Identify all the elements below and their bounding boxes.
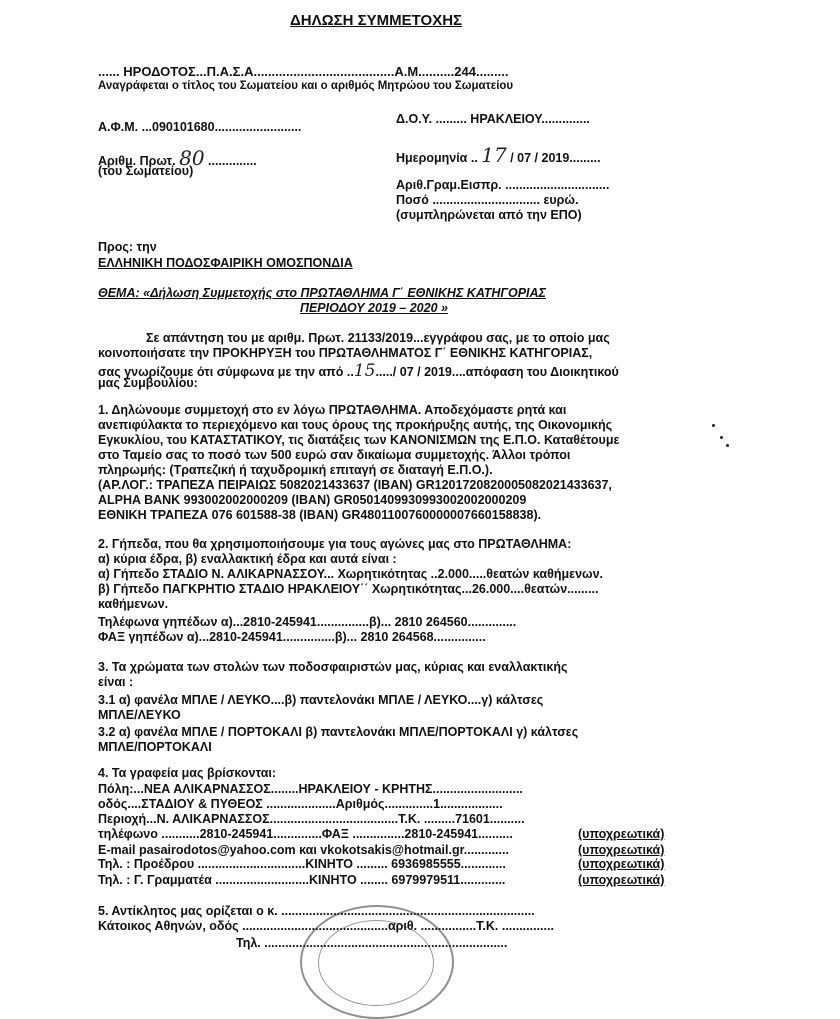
mandatory-note: (υποχρεωτικά): [578, 857, 665, 871]
recipient-label: Προς: την: [98, 240, 157, 254]
office-row: Περιοχή...Ν. ΑΛΙΚΑΡΝΑΣΣΟΣ.....................................Τ.Κ. .........71601..........: [98, 812, 525, 826]
office-row: Τηλ. : Προέδρου ...............................ΚΙΝΗΤΟ ......... 6936985555.............: [98, 857, 506, 871]
intro-line-part: σας γνωρίζουμε ότι σύμφωνα με την από ..: [98, 365, 354, 379]
recipient-org: ΕΛΛΗΝΙΚΗ ΠΟΔΟΣΦΑΙΡΙΚΗ ΟΜΟΣΠΟΝΔΙΑ: [98, 256, 353, 270]
section-5-line: Τηλ. ......................................................................: [236, 936, 508, 950]
protocol-dots: ..............: [208, 154, 257, 168]
office-row: τηλέφωνο ...........2810-245941..............ΦΑΞ ...............2810-245941..........: [98, 827, 513, 841]
subject-line-1: ΘΕΜΑ: «Δήλωση Συμμετοχής στο ΠΡΩΤΑΘΛΗΜΑ Γ΄ ΕΘΝΙΚΗΣ ΚΑΤΗΓΟΡΙΑΣ: [98, 286, 546, 300]
club-name-line: ...... ΗΡΟΔΟΤΟΣ...Π.Α.Σ.Α.......................................Α.Μ..........244.........: [98, 64, 509, 79]
epo-caption: (συμπληρώνεται από την ΕΠΟ): [396, 208, 582, 222]
section-1-line: (ΑΡ.ΛΟΓ.: ΤΡΑΠΕΖΑ ΠΕΙΡΑΙΩΣ 5082021433637 (IBAN) GR1201720820005082021433637,: [98, 478, 612, 492]
section-2-line: α) κύρια έδρα, β) εναλλακτική έδρα και αυτά είναι :: [98, 552, 397, 566]
date-label: Ημερομηνία ..: [396, 151, 478, 165]
section-3-line: ΜΠΛΕ/ΛΕΥΚΟ: [98, 708, 181, 722]
epo-amount: Ποσό ............................... ευρώ.: [396, 193, 579, 207]
document-title: ΔΗΛΩΣΗ ΣΥΜΜΕΤΟΧΗΣ: [290, 12, 463, 29]
section-1-line: ΕΘΝΙΚΗ ΤΡΑΠΕΖΑ 076 601588-38 (IBAN) GR4801100760000007660158838).: [98, 508, 542, 522]
intro-line: μας Συμβουλίου:: [98, 376, 198, 390]
club-caption: Αναγράφεται ο τίτλος του Σωματείου και ο αριθμός Μητρώου του Σωματείου: [98, 80, 514, 92]
date-rest: / 07 / 2019.........: [510, 151, 601, 165]
section-3-line: είναι :: [98, 675, 134, 689]
office-row: E-mail pasairodotos@yahoo.com και vkokotsakis@hotmail.gr.............: [98, 843, 509, 857]
doy-field: Δ.Ο.Υ. ......... ΗΡΑΚΛΕΙΟΥ..............: [396, 112, 590, 126]
office-row: Τηλ. : Γ. Γραμματέα ...........................ΚΙΝΗΤΟ ........ 6979979511.............: [98, 873, 506, 887]
section-1-line: Εγκυκλίου, του ΚΑΤΑΣΤΑΤΙΚΟΥ, τις διατάξεις των ΚΑΝΟΝΙΣΜΩΝ της Ε.Π.Ο. Καταθέτουμε: [98, 433, 620, 447]
section-1-line: ALPHA BANK 993002002000209 (IBAN) GR0501409930993002002000209: [98, 493, 527, 507]
section-2-line: α) Γήπεδο ΣΤΑΔΙΟ Ν. ΑΛΙΚΑΡΝΑΣΣΟΥ... Χωρητικότητας ..2.000.....θεατών καθήμενων.: [98, 567, 603, 581]
epo-registration: Αριθ.Γραμ.Εισπρ. ..............................: [396, 178, 610, 192]
section-2-line: β) Γήπεδο ΠΑΓΚΡΗΤΙΟ ΣΤΑΔΙΟ ΗΡΑΚΛΕΙΟΥ΄΄ Χωρητικότητας...26.000....θεατών.........: [98, 582, 599, 596]
intro-handwritten-date: 15: [353, 361, 376, 381]
section-1-line: στο Ταμείο σας το ποσό των 500 ευρώ σαν δικαίωμα συμμετοχής. Άλλοι τρόποι: [98, 448, 571, 462]
section-3-line: 3. Τα χρώματα των στολών των ποδοσφαιριστών μας, κύριας και εναλλακτικής: [98, 660, 568, 674]
mandatory-note: (υποχρεωτικά): [578, 827, 665, 841]
club-stamp-inner-ring: [318, 920, 434, 1006]
protocol-label: Αριθμ. Πρωτ.: [98, 154, 176, 168]
scan-speck: [712, 424, 715, 427]
date-field: [396, 143, 601, 167]
section-2-line: Τηλέφωνα γηπέδων α)...2810-245941...............β)... 2810 264560..............: [98, 615, 517, 629]
section-1-line: ανεπιφύλακτα το περιεχόμενο και τους όρους της προκήρυξης αυτής, της Οικονομικής: [98, 418, 613, 432]
section-2-line: 2. Γήπεδα, που θα χρησιμοποιήσουμε για τους αγώνες μας στο ΠΡΩΤΑΘΛΗΜΑ:: [98, 537, 572, 551]
section-2-line: ΦΑΞ γηπέδων α)...2810-245941...............β)... 2810 264568...............: [98, 630, 486, 644]
protocol-handwritten: 80: [179, 146, 205, 170]
section-1-line: 1. Δηλώνουμε συμμετοχή στο εν λόγω ΠΡΩΤΑΘΛΗΜΑ. Αποδεχόμαστε ρητά και: [98, 403, 567, 417]
section-3-line: 3.2 α) φανέλα ΜΠΛΕ / ΠΟΡΤΟΚΑΛΙ β) παντελονάκι ΜΠΛΕ/ΠΟΡΤΟΚΑΛΙ γ) κάλτσες: [98, 725, 579, 739]
section-5-line: 5. Αντίκλητος μας ορίζεται ο κ. .........................................................................: [98, 904, 535, 918]
subject-line-2: ΠΕΡΙΟΔΟΥ 2019 – 2020 »: [300, 301, 448, 315]
section-5-line: Κάτοικος Αθηνών, οδός ..........................................αριθ. ................Τ.Κ. ...............: [98, 919, 554, 933]
intro-line-part: ...../ 07 / 2019....απόφαση του Διοικητικού: [375, 365, 619, 379]
section-3-line: 3.1 α) φανέλα ΜΠΛΕ / ΛΕΥΚΟ....β) παντελονάκι ΜΠΛΕ / ΛΕΥΚΟ....γ) κάλτσες: [98, 693, 544, 707]
date-handwritten: 17: [481, 143, 507, 167]
mandatory-note: (υποχρεωτικά): [578, 843, 665, 857]
section-2-line: καθήμενων.: [98, 597, 169, 611]
afm-field: Α.Φ.Μ. ...090101680.........................: [98, 120, 302, 134]
intro-line: Σε απάντηση του με αριθμ. Πρωτ. 21133/2019...εγγράφου σας, με το οποίο μας: [146, 331, 610, 345]
office-row: Πόλη:...ΝΕΑ ΑΛΙΚΑΡΝΑΣΣΟΣ........ΗΡΑΚΛΕΙΟΥ - ΚΡΗΤΗΣ..........................: [98, 782, 523, 796]
section-1-line: πληρωμής: (Τραπεζική ή ταχυδρομική επιταγή σε διαταγή Ε.Π.Ο.).: [98, 463, 493, 477]
section-3-line: ΜΠΛΕ/ΠΟΡΤΟΚΑΛΙ: [98, 740, 212, 754]
mandatory-note: (υποχρεωτικά): [578, 873, 665, 887]
scan-speck: [726, 444, 729, 447]
scan-speck: [720, 436, 723, 439]
section-4-heading: 4. Τα γραφεία μας βρίσκονται:: [98, 766, 277, 780]
intro-line: κοινοποιήσατε την ΠΡΟΚΗΡΥΞΗ του ΠΡΩΤΑΘΛΗΜΑΤΟΣ Γ΄ ΕΘΝΙΚΗΣ ΚΑΤΗΓΟΡΙΑΣ,: [98, 346, 593, 360]
office-row: οδός....ΣΤΑΔΙΟΥ & ΠΥΘΕΟΣ ....................Αριθμός..............1..................: [98, 797, 503, 811]
protocol-caption: (του Σωματείου): [98, 164, 194, 178]
